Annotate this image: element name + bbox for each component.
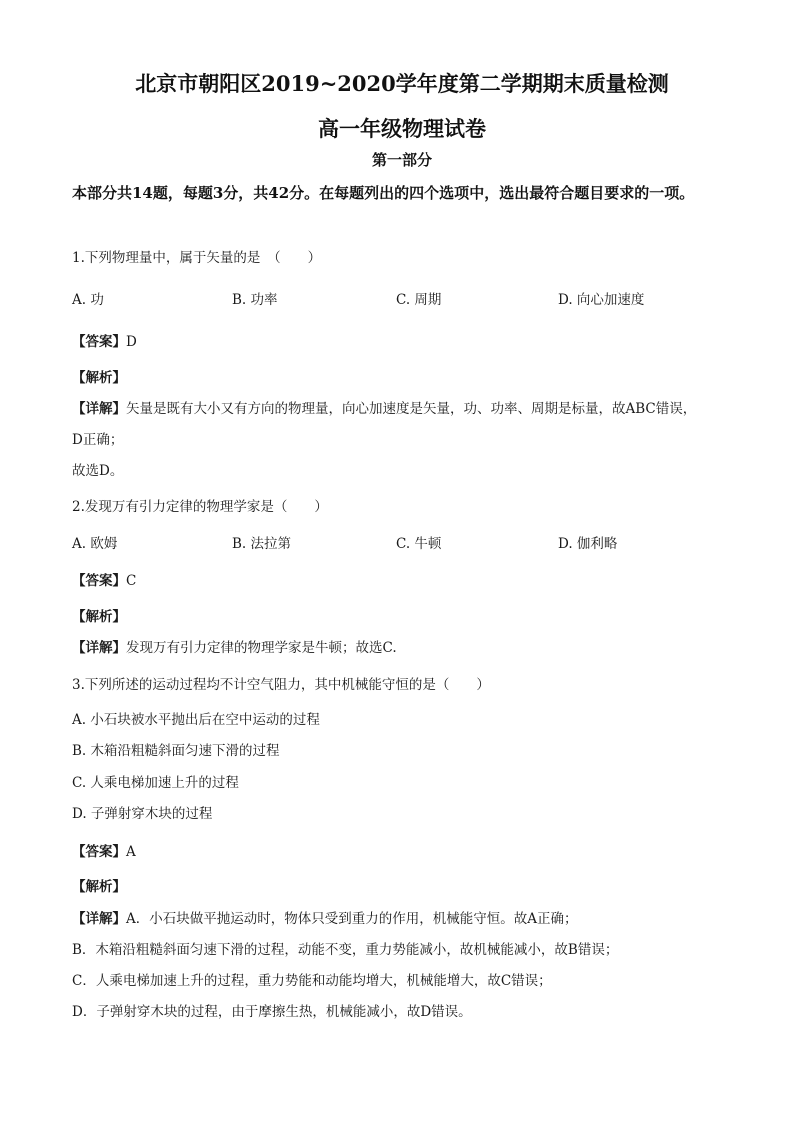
question-2-option-d: D. 伽利略 <box>558 536 618 552</box>
question-2-option-a: A. 欧姆 <box>72 536 118 552</box>
question-1-option-a: A. 功 <box>72 292 104 308</box>
detail-tag: 【详解】 <box>72 640 126 656</box>
answer-tag: 【答案】 <box>72 334 126 350</box>
question-2-options <box>72 534 732 554</box>
question-2-option-c: C. 牛顿 <box>396 536 442 552</box>
question-2-stem: 2.发现万有引力定律的物理学家是（ ） <box>72 499 328 515</box>
answer-value: A <box>126 844 136 860</box>
question-3-detail-line-2: B．木箱沿粗糙斜面匀速下滑的过程，动能不变，重力势能减小，故机械能减小，故B错误； <box>72 942 619 958</box>
question-1-option-c: C. 周期 <box>396 292 442 308</box>
question-3-detail-line-3: C．人乘电梯加速上升的过程，重力势能和动能均增大，机械能增大，故C错误； <box>72 973 552 989</box>
answer-tag: 【答案】 <box>72 573 126 589</box>
question-3-option-c: C. 人乘电梯加速上升的过程 <box>72 775 239 791</box>
question-2-detail: 【详解】发现万有引力定律的物理学家是牛顿；故选C. <box>72 640 397 656</box>
detail-tag: 【详解】 <box>72 911 126 927</box>
question-1-detail: 【详解】矢量是既有大小又有方向的物理量，向心加速度是矢量，功、功率、周期是标量，故ABC错误， <box>72 401 697 417</box>
question-3-detail-line-4: D．子弹射穿木块的过程，由于摩擦生热，机械能减小，故D错误。 <box>72 1004 472 1020</box>
question-3-answer <box>72 842 732 862</box>
exam-title: 北京市朝阳区2019~2020学年度第二学期期末质量检测 <box>135 71 669 96</box>
answer-value: D <box>126 334 137 350</box>
question-3-option-a: A. 小石块被水平抛出后在空中运动的过程 <box>72 712 320 728</box>
exam-subtitle: 高一年级物理试卷 <box>318 116 486 141</box>
question-2-option-b: B. 法拉第 <box>232 536 292 552</box>
question-1-analysis-tag: 【解析】 <box>72 370 126 386</box>
part-title: 第一部分 <box>371 151 432 169</box>
detail-tag: 【详解】 <box>72 401 126 417</box>
answer-value: C <box>126 573 137 589</box>
exam-page <box>72 0 732 1123</box>
question-1-options <box>72 290 732 310</box>
answer-tag: 【答案】 <box>72 844 126 860</box>
question-1-option-b: B. 功率 <box>232 292 278 308</box>
question-1-detail-line-2: D正确； <box>72 432 124 448</box>
question-1-detail-line-3: 故选D。 <box>72 463 124 479</box>
question-1-option-d: D. 向心加速度 <box>558 292 645 308</box>
question-3-stem: 3.下列所述的运动过程均不计空气阻力，其中机械能守恒的是（ ） <box>72 677 490 693</box>
question-2-answer <box>72 571 732 591</box>
part-instructions: 本部分共14题，每题3分，共42分。在每题列出的四个选项中，选出最符合题目要求的一项。 <box>72 184 695 202</box>
question-1-answer <box>72 332 732 352</box>
question-3-option-b: B. 木箱沿粗糙斜面匀速下滑的过程 <box>72 743 280 759</box>
question-3-analysis-tag: 【解析】 <box>72 879 126 895</box>
question-3-option-d: D. 子弹射穿木块的过程 <box>72 806 213 822</box>
question-3-detail: 【详解】A．小石块做平抛运动时，物体只受到重力的作用，机械能守恒。故A正确； <box>72 911 578 927</box>
question-1-stem: 1.下列物理量中，属于矢量的是 （ ） <box>72 250 322 266</box>
question-2-analysis-tag: 【解析】 <box>72 609 126 625</box>
